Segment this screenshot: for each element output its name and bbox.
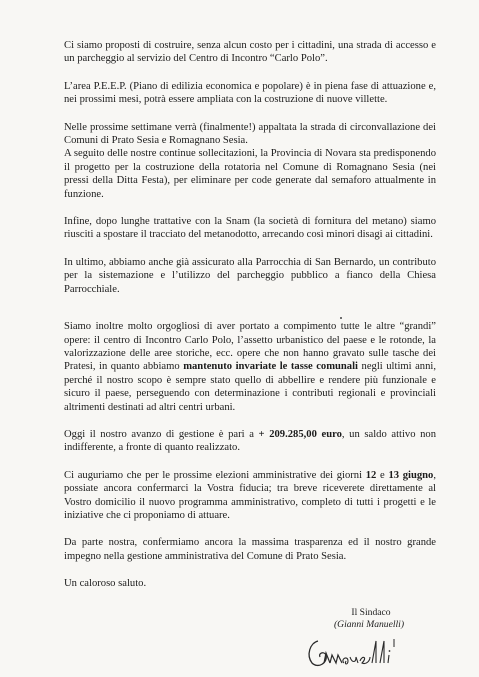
paragraph-text: A seguito delle nostre continue sollecitazioni, la Provincia di Novara sta predisponendo il progetto per la costruzione della rotatoria nel Comune di Romagnano Sesia (nei pressi della Ditta Festa), per eliminare per code generate dal semaforo attualmente in funzione. bbox=[64, 148, 436, 200]
paragraph-text: Un caloroso saluto. bbox=[64, 578, 147, 590]
paragraph-emphasis: 12 bbox=[365, 469, 377, 481]
paragraph-area-peep bbox=[64, 80, 436, 107]
paragraph-text: Infine, dopo lunghe trattative con la Snam (la società di fornitura del metano) siamo riusciti a spostare il tracciato del metanodotto, arrecando così minori disagi ai cittadini. bbox=[64, 216, 436, 241]
signature-block bbox=[296, 607, 436, 631]
paragraph-text: In ultimo, abbiamo anche già assicurato alla Parrocchia di San Bernardo, un contributo per la sistemazione e l’utilizzo del parcheggio pubblico a fianco della Chiesa Parrocchiale. bbox=[64, 256, 436, 295]
signature-name: (Gianni Manuelli) bbox=[333, 619, 405, 630]
stray-mark bbox=[340, 317, 342, 319]
paragraph-grandi-opere bbox=[64, 320, 436, 414]
paragraph-emphasis: 13 giugno bbox=[388, 469, 434, 481]
paragraph-text: e bbox=[376, 469, 389, 481]
paragraph-text: Oggi il nostro avanzo di gestione è pari a bbox=[64, 428, 259, 440]
paragraph-text: Da parte nostra, confermiamo ancora la massima trasparenza ed il nostro grande impegno nella gestione amministrativa del Comune di Prato Sesia. bbox=[64, 537, 436, 562]
paragraph-rotatoria bbox=[64, 147, 436, 201]
paragraph-text: Siamo inoltre molto orgogliosi di aver portato a compimento tutte le altre “grandi” opere: il centro di Incontro Carlo Polo, l’assetto urbanistico del paese e le rotonde, la valorizzazione delle aree storiche, ecc. opere che non hanno gravato sulle tasche dei Pratesi, in quanto abbiamo bbox=[64, 321, 436, 373]
paragraph-saluto bbox=[64, 577, 436, 590]
handwritten-signature bbox=[296, 633, 436, 675]
letter-body bbox=[64, 39, 436, 591]
paragraph-trasparenza bbox=[64, 536, 436, 563]
paragraph-emphasis: mantenuto invariate le tasse comunali bbox=[183, 361, 358, 373]
paragraph-text: negli ultimi anni, perché il nostro scopo è sempre stato quello di abbellire e rendere più funzionale e sicuro il paese, perseguendo con determinazione i contributi regionali e provinciali altrimenti destinati ad altri centri urbani. bbox=[64, 361, 436, 413]
paragraph-metanodotto bbox=[64, 215, 436, 242]
paragraph-emphasis: + 209.285,00 euro bbox=[258, 428, 342, 440]
paragraph-text: Nelle prossime settimane verrà (finalmente!) appaltata la strada di circonvallazione dei Comuni di Prato Sesia e Romagnano Sesia. bbox=[64, 121, 436, 147]
paragraph-text: Ci auguriamo che per le prossime elezioni amministrative dei giorni bbox=[64, 469, 366, 481]
signature-role: Il Sindaco bbox=[351, 607, 391, 618]
paragraph-avanzo-gestione bbox=[64, 428, 436, 455]
paragraph-text: Ci siamo proposti di costruire, senza alcun costo per i cittadini, una strada di accesso e un parcheggio al servizio del Centro di Incontro “Carlo Polo”. bbox=[64, 40, 436, 65]
paragraph-parrocchia bbox=[64, 256, 436, 296]
paragraph-text: , possiate ancora confermarci la Vostra fiducia; tra breve riceverete direttamente al Vostro domicilio il nuovo programma amministrativo, completo di tutti i progetti e le iniziative che ci proponiamo di attuare. bbox=[64, 469, 437, 521]
paragraph-circonvallazione bbox=[64, 121, 436, 148]
paragraph-text: , un saldo attivo non indifferente, a fronte di quanto realizzato. bbox=[64, 428, 436, 454]
paragraph-elezioni bbox=[64, 469, 436, 523]
paragraph-text: L’area P.E.E.P. (Piano di edilizia economica e popolare) è in piena fase di attuazione e, nei prossimi mesi, potrà essere ampliata con la costruzione di nuove villette. bbox=[64, 80, 436, 106]
paragraph-strada-accesso bbox=[64, 39, 436, 66]
